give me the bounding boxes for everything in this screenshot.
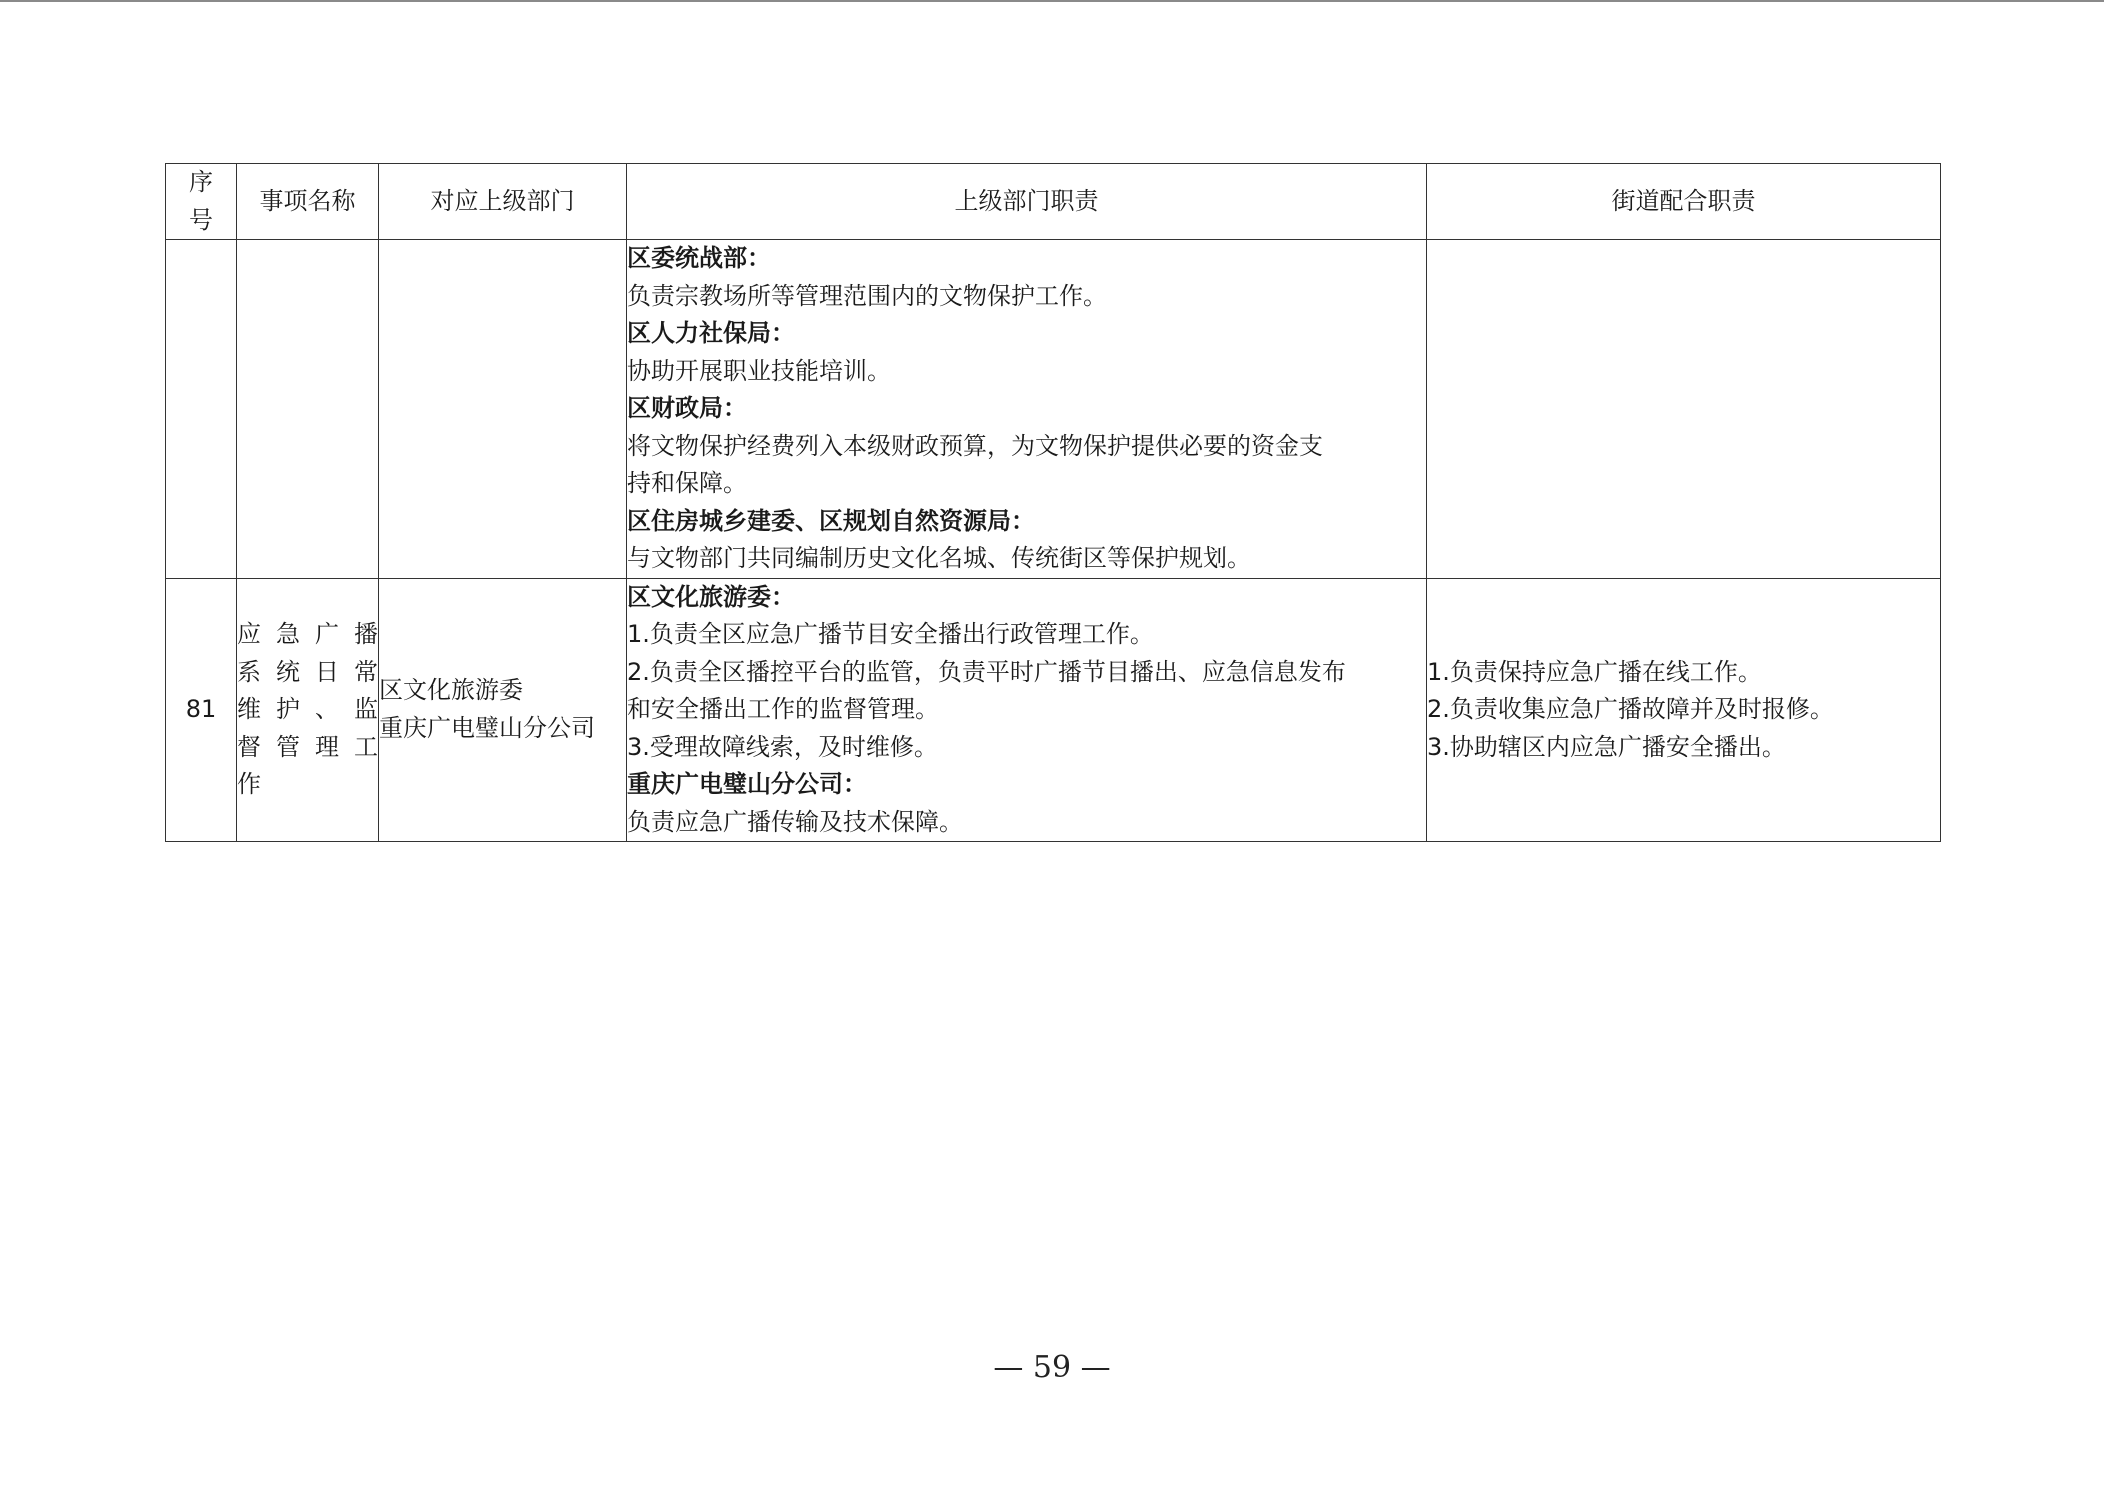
cell-street-empty [1427, 240, 1941, 579]
street-duty-line: 2.负责收集应急广播故障并及时报修。 [1427, 695, 1834, 723]
duty-text-line: 1.负责全区应急广播节目安全播出行政管理工作。 [627, 620, 1154, 648]
item-line: 督管理工 [237, 732, 378, 761]
cell-upper-duty-81 [627, 578, 1427, 842]
dept-line: 重庆广电璧山分公司 [379, 713, 595, 742]
cell-dept-empty [379, 240, 627, 579]
duty-text-line: 与文物部门共同编制历史文化名城、传统街区等保护规划。 [627, 544, 1251, 572]
department-heading: 重庆广电璧山分公司： [627, 770, 867, 798]
duty-text-line: 和安全播出工作的监督管理。 [627, 695, 939, 723]
duty-text-line: 负责应急广播传输及技术保障。 [627, 807, 963, 836]
header-seq-char-2: 号 [189, 205, 213, 234]
header-upper-duty: 上级部门职责 [627, 164, 1427, 240]
item-line: 作 [237, 770, 261, 798]
page-number: — 59 — [993, 1350, 1111, 1385]
table-header-row [166, 164, 1941, 240]
department-heading: 区财政局： [627, 394, 747, 422]
cell-dept-81 [379, 578, 627, 842]
header-street-duty: 街道配合职责 [1427, 164, 1941, 240]
item-line: 系统日常 [237, 657, 378, 686]
header-seq-char-1: 序 [189, 168, 213, 196]
duty-text-line: 3.受理故障线索，及时维修。 [627, 732, 938, 761]
dept-line: 区文化旅游委 [379, 676, 523, 705]
duty-text-line: 协助开展职业技能培训。 [627, 356, 891, 385]
header-dept: 对应上级部门 [379, 164, 627, 240]
page-top-border [0, 0, 2104, 2]
header-item-name: 事项名称 [237, 164, 379, 240]
cell-item-empty [237, 240, 379, 579]
table-row-81 [166, 578, 1941, 842]
cell-seq-empty [166, 240, 237, 579]
table-row-continued [166, 240, 1941, 579]
duty-text-line: 持和保障。 [627, 469, 747, 497]
cell-seq-81: 81 [166, 578, 237, 842]
header-seq [166, 164, 237, 240]
cell-upper-duty-continued [627, 240, 1427, 579]
item-line: 维护、监 [237, 695, 378, 723]
duty-table [165, 163, 1941, 842]
item-line: 应急广播 [237, 620, 378, 648]
duty-text-line: 负责宗教场所等管理范围内的文物保护工作。 [627, 281, 1107, 310]
street-duty-line: 1.负责保持应急广播在线工作。 [1427, 657, 1762, 686]
street-duty-line: 3.协助辖区内应急广播安全播出。 [1427, 732, 1786, 761]
duty-text-line: 2.负责全区播控平台的监管，负责平时广播节目播出、应急信息发布 [627, 657, 1346, 686]
department-heading: 区文化旅游委： [627, 582, 795, 611]
cell-street-duty-81 [1427, 578, 1941, 842]
department-heading: 区人力社保局： [627, 319, 795, 347]
cell-item-name-81 [237, 578, 379, 842]
department-heading: 区住房城乡建委、区规划自然资源局： [627, 506, 1035, 535]
department-heading: 区委统战部： [627, 244, 771, 272]
duty-text-line: 将文物保护经费列入本级财政预算，为文物保护提供必要的资金支 [627, 431, 1323, 460]
